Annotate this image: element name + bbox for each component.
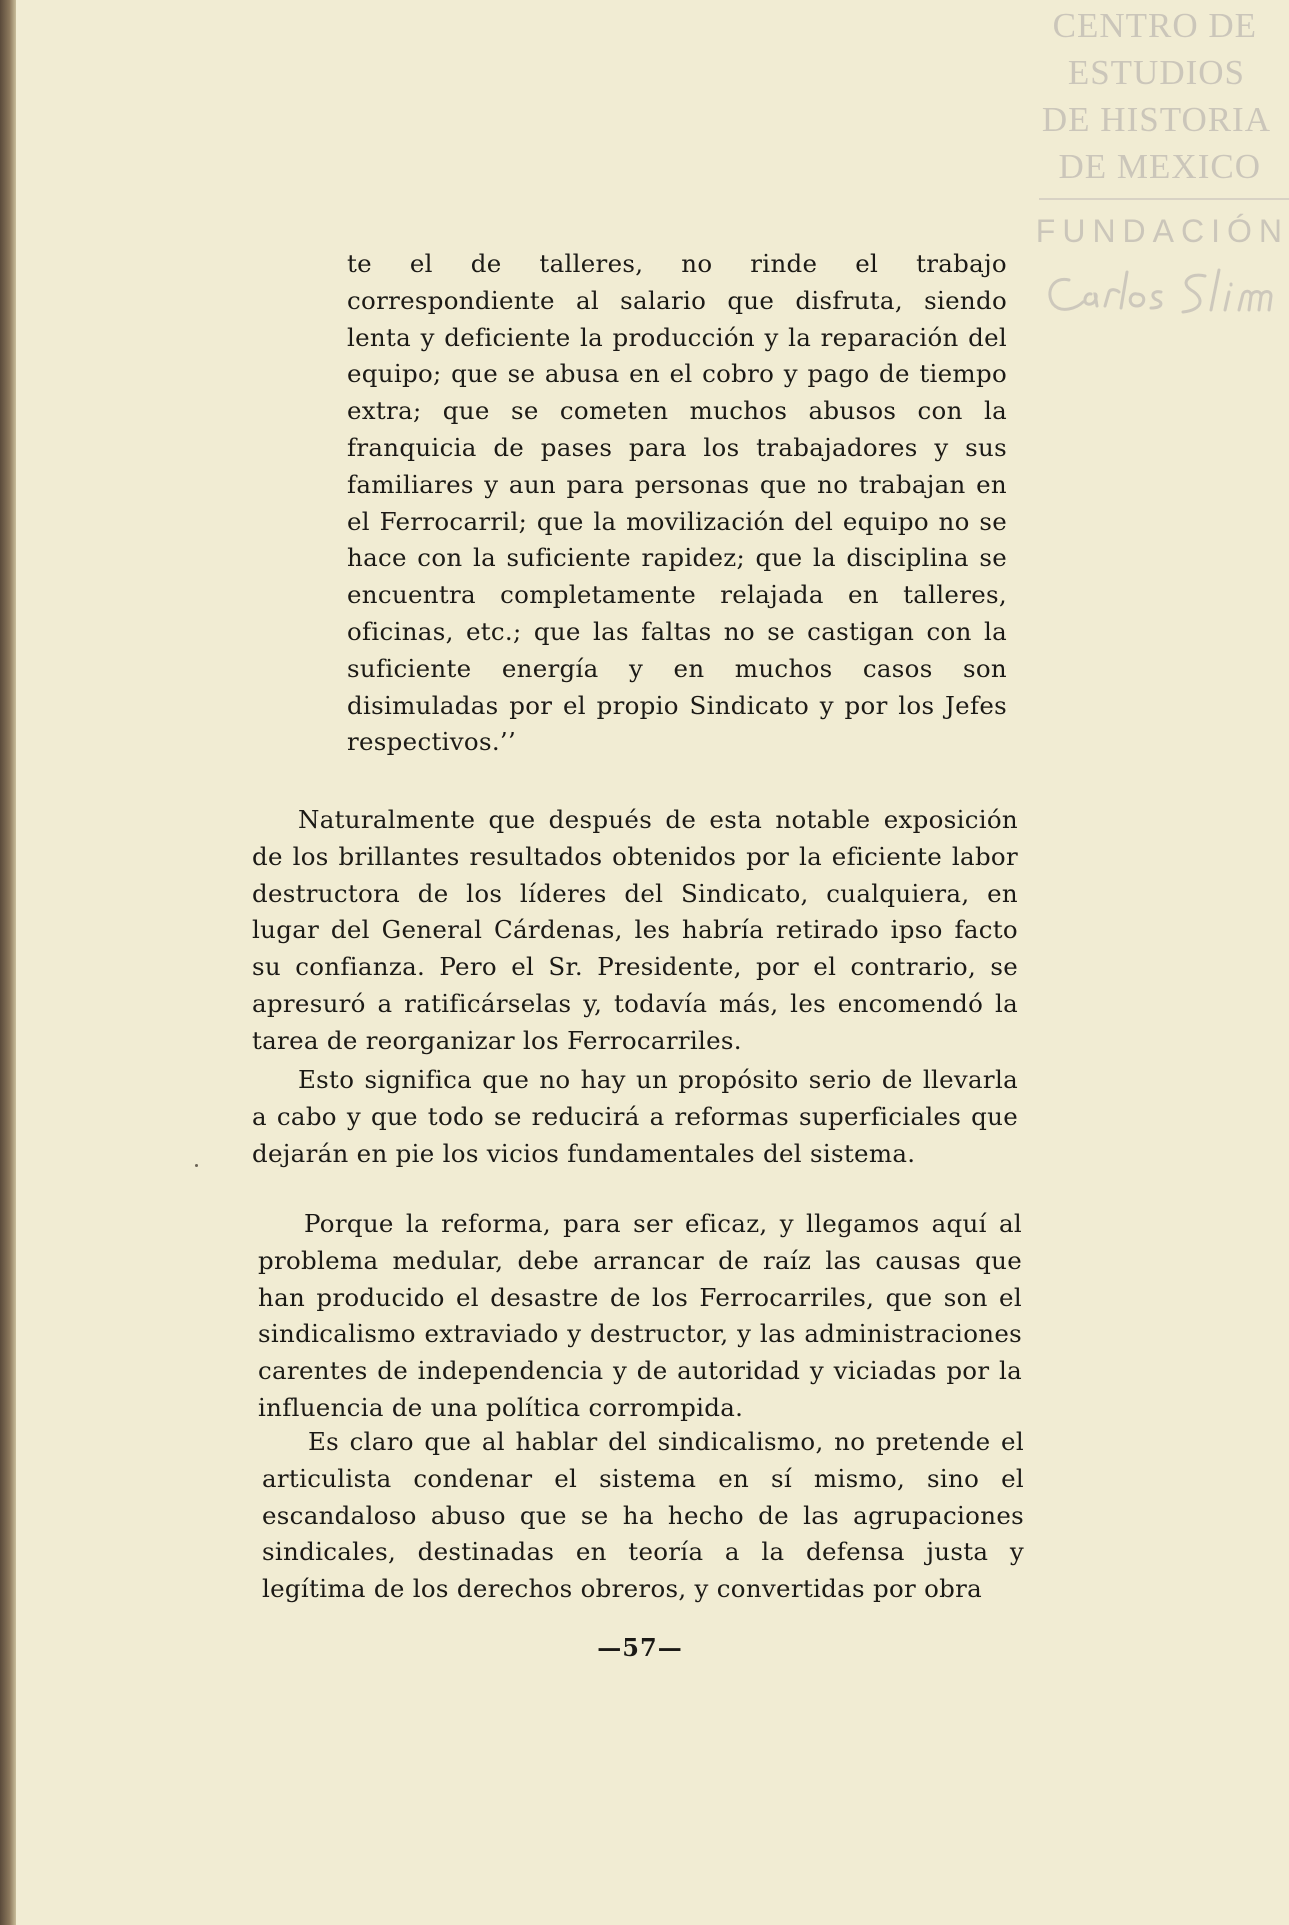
watermark-line-1: CENTRO DE <box>1052 6 1257 45</box>
watermark-line-2: ESTUDIOS <box>1067 53 1245 92</box>
binding-edge <box>0 0 16 1925</box>
body-paragraph-3: Porque la reforma, para ser eficaz, y llegamos aquí al problema medular, debe arrancar de raíz las causas que han producido el desastre de los Ferrocarriles, que son el sindicalismo extraviado y destructor, y las administraciones carentes de independencia y de autoridad y viciadas por la influencia de una política corrompida. <box>258 1209 1022 1422</box>
archive-watermark <box>1035 0 1289 330</box>
watermark-line-3: DE HISTORIA <box>1041 100 1271 139</box>
body-paragraph-2: Esto significa que no hay un propósito serio de llevarla a cabo y que todo se reducirá a reformas superficiales que dejarán en pie los vicios fundamentales del sistema. <box>252 1065 1018 1168</box>
watermark-divider <box>1039 198 1289 200</box>
body-paragraph-4: Es claro que al hablar del sindicalismo, no pretende el articulista condenar el sistema en sí mismo, sino el escandaloso abuso que se ha hecho de las agrupaciones sindicales, destinadas en teoría a la defensa justa y legítima de los derechos obreros, y convertidas por obra <box>262 1427 1024 1604</box>
page-number: —57— <box>597 1633 683 1662</box>
ink-speck <box>195 1164 198 1167</box>
signature-image <box>1039 262 1285 322</box>
watermark-line-4: DE MEXICO <box>1058 147 1261 186</box>
watermark-foundation: FUNDACIÓN <box>1035 213 1289 249</box>
body-paragraph-1: Naturalmente que después de esta notable exposición de los brillantes resultados obtenidos por la eficiente labor destructora de los líderes del Sindicato, cualquiera, en lugar del General Cárdenas, les habría retirado ipso facto su confianza. Pero el Sr. Presidente, por el contrario, se apresuró a ratificárselas y, todavía más, les encomendó la tarea de reorganizar los Ferrocarriles. <box>252 805 1018 1055</box>
quoted-passage: te el de talleres, no rinde el trabajo correspondiente al salario que disfruta, siendo lenta y deficiente la producción y la reparación del equipo; que se abusa en el cobro y pago de tiempo extra; que se cometen muchos abusos con la franquicia de pases para los trabajadores y sus familiares y aun para personas que no trabajan en el Ferrocarril; que la movilización del equipo no se hace con la suficiente rapidez; que la disciplina se encuentra completamente relajada en talleres, oficinas, etc.; que las faltas no se castigan con la suficiente energía y en muchos casos son disimuladas por el propio Sindicato y por los Jefes respectivos.’’ <box>347 249 1007 757</box>
